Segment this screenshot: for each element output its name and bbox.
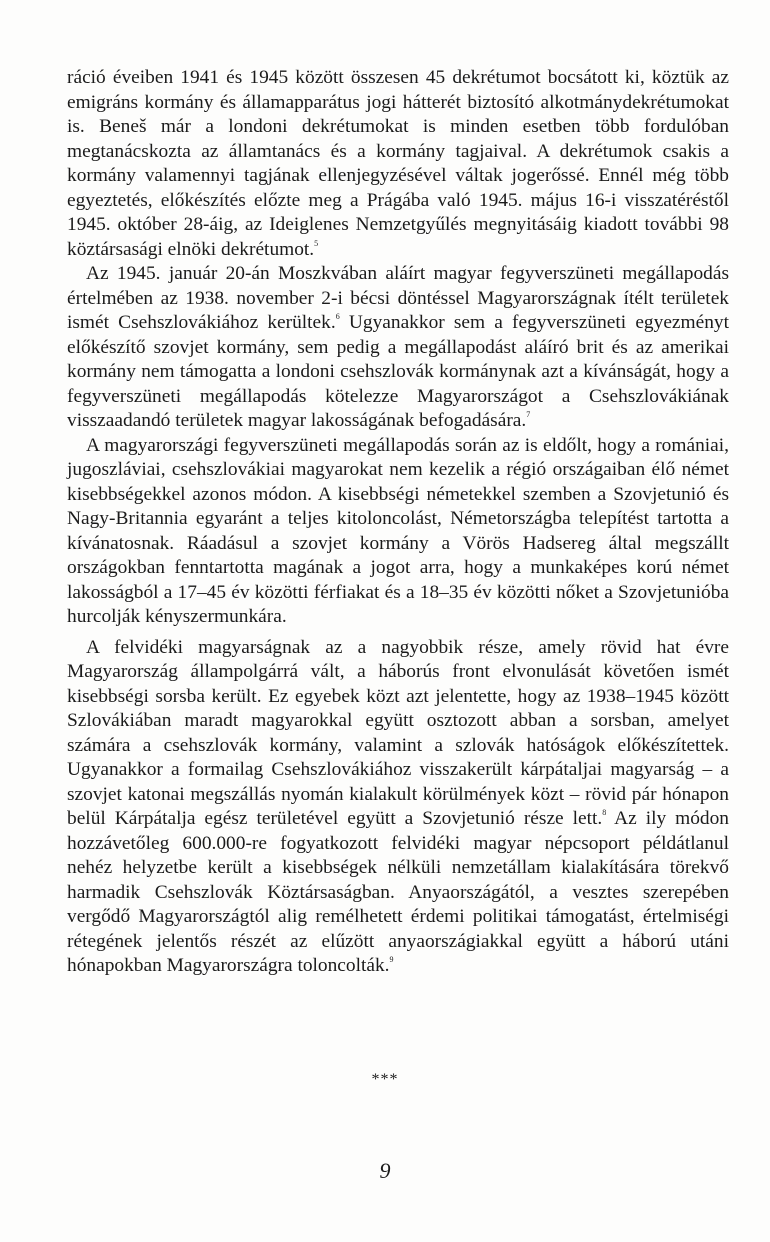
section-separator: *** [371,1071,399,1088]
paragraph-2-text-b: Ugyanakkor sem a fegyverszüneti egyezményt előkészítő szovjet kormány, sem pedig a megállapodást aláíró brit és az amerikai kormány nem támogatta a londoni csehszlovák kormánynak azt a kívánságát, hogy a fegyverszüneti megállapodás kötelezze Magyarországot a Csehszlovákiának visszaadandó területek magyar lakosságának befogadására. [67,312,729,431]
footnote-ref-7: 7 [526,410,531,419]
paragraph-4-text-a: A felvidéki magyarságnak az a nagyobbik része, amely rövid hat évre Magyarország állampolgárrá vált, a háborús front elvonulását követően ismét kisebbségi sorsba került. Ez egyebek közt azt jelentette, hogy az 1938–1945 között Szlovákiában maradt magyarokkal együtt osztozott abban a sorsban, amelyet számára a csehszlovák kormány, valamint a szlovák hatóságok előkészítettek. Ugyanakkor a formailag Csehszlovákiához visszakerült kárpátaljai magyarság – a szovjet katonai megszállás nyomán kialakult körülmények közt – rövid pár hónapon belül Kárpátalja egész területével együtt a Szovjetunió része lett. [67,636,729,829]
paragraph-4 [67,636,729,979]
paragraph-1 [67,66,729,262]
footnote-ref-5: 5 [314,238,319,248]
paragraph-2 [67,262,729,434]
paragraph-3 [67,434,729,630]
paragraph-3-text: A magyarországi fegyverszüneti megállapodás során az is eldőlt, hogy a romániai, jugoszláviai, csehszlovákiai magyarokat nem kezelik a régió országaiban élő német kisebbségekkel azonos módon. A kisebbségi németekkel szemben a Szovjetunió és Nagy-Britannia egyaránt a teljes kitoloncolást, Németországba telepítést tartotta a kívánatosnak. Ráadásul a szovjet kormány a Vörös Hadsereg által megszállt országokban fenntartotta magának a jogot arra, hogy a munkaképes korú német lakosságból a 17–45 év közötti férfiakat és a 18–35 év közötti nőket a Szovjetunióba hurcolják kényszermunkára. [67,434,729,627]
body-text [67,66,729,979]
footnote-ref-6: 6 [335,312,340,321]
page-number: 9 [379,1158,391,1183]
paragraph-1-text: ráció éveiben 1941 és 1945 között összesen 45 dekrétumot bocsátott ki, köztük az emigráns kormány és államapparátus jogi hátterét biztosító alkotmánydekrétumokat is. Beneš már a londoni dekrétumokat is minden esetben több fordulóban megtanácskozta az államtanács és a kormány tagjaival. A dekrétumok csakis a kormány valamennyi tagjának ellenjegyzésével váltak jogerőssé. Ennél még több egyeztetés, előkészítés előzte meg a Prágába való 1945. május 16-i visszatéréstől 1945. október 28-áig, az Ideiglenes Nemzetgyűlés megnyitásáig kiadott további 98 köztársasági elnöki dekrétumot. [67,67,729,260]
footnote-ref-8: 8 [602,808,607,817]
paragraph-2-text-a: Az 1945. január 20-án Moszkvában aláírt magyar fegyverszüneti megállapodás értelmében az 1938. november 2-i bécsi döntéssel Magyarországnak ítélt területek ismét Csehszlovákiához kerültek. [67,263,729,333]
footnote-ref-9: 9 [389,955,394,964]
paragraph-4-text-b: Az ily módon hozzávetőleg 600.000-re fogyatkozott felvidéki magyar népcsoport példátlanul nehéz helyzetbe került a kisebbségek nélküli nemzetállam kialakítására törekvő harmadik Csehszlovák Köztársaságban. Anyaországától, a vesztes szerepében vergődő Magyarországtól alig remélhetett érdemi politikai támogatást, értelmiségi rétegének jelentős részét az elűzött anyaországiakkal együtt a háború utáni hónapokban Magyarországra toloncolták. [67,808,729,976]
